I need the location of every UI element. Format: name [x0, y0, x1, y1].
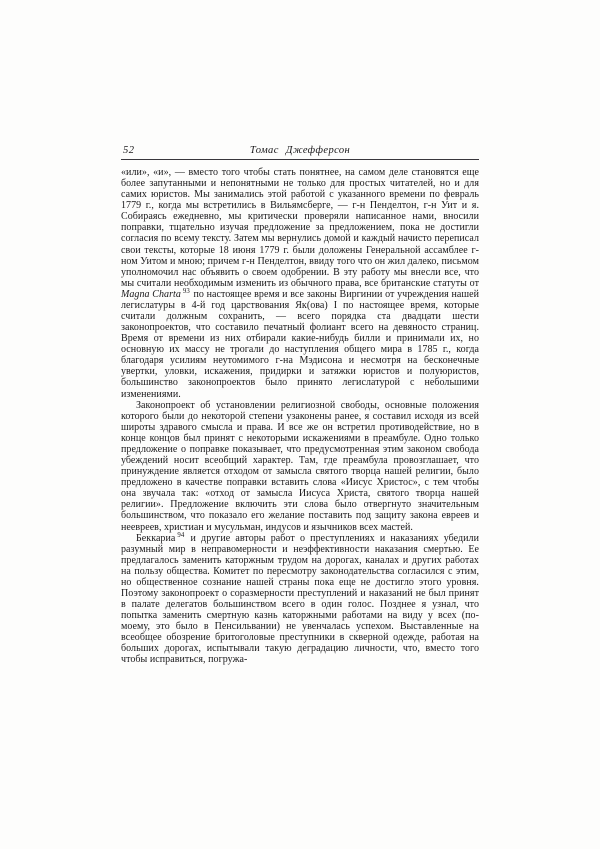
header-rule — [121, 159, 479, 160]
paragraph-2-text: Законопроект об установлении религиозной свободы, основные положения которого были до некоторой степени узаконены ранее, я составил исходя из всей широты здравого смысла и права. И все же он встретил противодействие, но в конце концов был принят с некоторыми искажениями в преамбуле. Одно только предложение о поправке показывает, что предусмотренная этим законом свобода убеждений носит всеобщий характер. Там, где преамбула провозглашает, что принуждение является отходом от замысла святого творца нашей религии, было предложено в качестве поправки вставить слова «Иисус Христос», с тем чтобы она звучала так: «отход от замысла Иисуса Христа, святого творца нашей религии». Предложение включить эти слова было отвергнуто значительным большинством, что показало его желание поставить под защиту закона евреев и неевреев, христиан и мусульман, индусов и язычников всех мастей. — [121, 399, 479, 533]
page-content — [121, 145, 479, 666]
page-body-text — [121, 167, 479, 666]
page-number: 52 — [123, 145, 135, 156]
paragraph-1-text-continued: по настоящее время и все законы Виргинии от учреждения нашей легислатуры в 4-й год царствования Як(ова) I по настоящее время, которые считали должным сохранить, — всего порядка ста двадцати шести законопроектов, что составило печатный фолиант всего на девяносто страниц. Время от времени из них отбирали какие-нибудь билли и принимали их, но основную их массу не трогали до наступления общего мира в 1785 г., когда благодаря усилиям неутомимого г-на Мэдисона и несмотря на бесконечные увертки, уловки, искажения, придирки и затяжки юристов и полуюристов, большинство законопроектов было принято легислатурой с небольшими изменениями. — [121, 288, 479, 400]
page-header — [121, 145, 479, 157]
paragraph-1 — [121, 167, 479, 400]
paragraph-3-text: Беккариа — [136, 532, 176, 544]
footnote-reference-93: 93 — [182, 288, 190, 296]
paragraph-3 — [121, 533, 479, 666]
paragraph-2 — [121, 400, 479, 533]
paragraph-1-text: «или», «и», — вместо того чтобы стать понятнее, на самом деле становятся еще более запутанными и непонятными не только для простых читателей, но и для самих юристов. Мы занимались этой работой с указанного времени по февраль 1779 г., когда мы встретились в Вильямсберге, — г-н Пенделтон, г-н Уит и я. Собираясь ежедневно, мы критически проверяли написанное нами, вносили поправки, тщательно изучая предложение за предложением, пока не достигли согласия по всему тексту. Затем мы вернулись домой и каждый начисто переписал свои тексты, которые 18 июня 1779 г. были доложены Генеральной ассамблее г-ном Уитом и мною; причем г-н Пенделтон, ввиду того что он жил далеко, письмом уполномочил нас объявить о своем одобрении. В эту работу мы внесли все, что мы считали необходимым изменить из обычного права, все британские статуты от — [121, 167, 479, 289]
running-title: Томас Джефферсон — [249, 145, 351, 156]
latin-term-magna-charta: Magna Charta — [121, 288, 181, 300]
footnote-reference-94: 94 — [177, 532, 185, 540]
paragraph-3-text-continued: и другие авторы работ о преступлениях и наказаниях убедили разумный мир в неправомерности и неэффективности наказания смертью. Ее предлагалось заменить каторжным трудом на дорогах, каналах и других работах на пользу общества. Комитет по пересмотру законодательства согласился с этим, но общественное сознание нашей страны пока еще не достигло этого уровня. Поэтому законопроект о соразмерности преступлений и наказаний не был принят в палате делегатов большинством всего в один голос. Позднее я узнал, что попытка заменить смертную казнь каторжными работами на виду у всех (по-моему, это было в Пенсильвании) не увенчалась успехом. Выставленные на всеобщее обозрение бритоголовые преступники в скверной одежде, работая на больших дорогах, испытывали такую деградацию личности, что, вместо того чтобы исправиться, погружа- — [121, 532, 479, 666]
